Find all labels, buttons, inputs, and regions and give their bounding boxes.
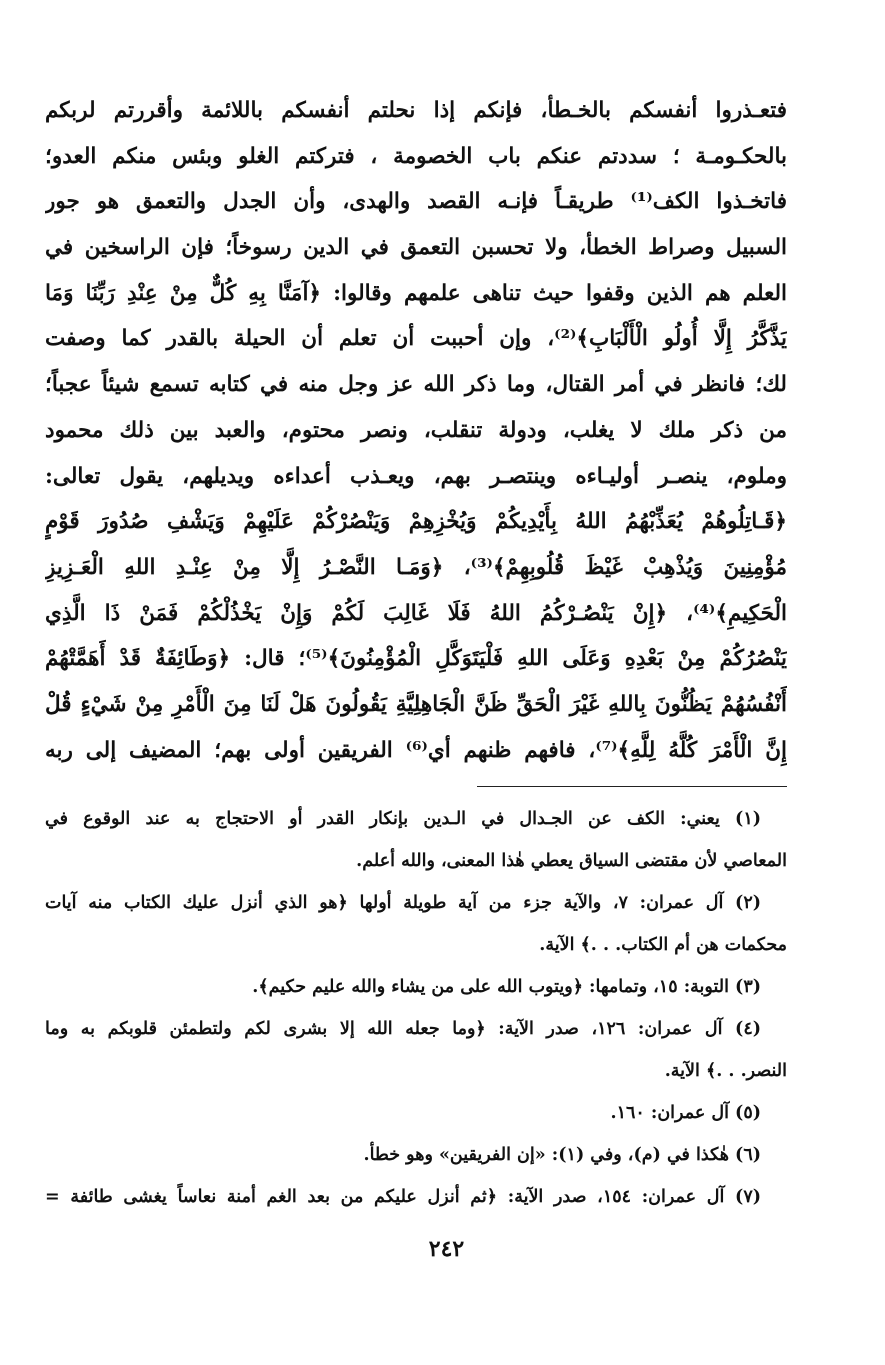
footnotes [45, 798, 787, 1218]
footnote-line: (٢) آل عمران: ٧، والآية جزء من آية طويلة أولها ﴿هو الذي أنزل عليك الكتاب منه آيات [45, 893, 761, 913]
text-line: ﴿قَـاتِلُوهُمْ يُعَذِّبْهُمُ اللهُ بِأَيْدِيكُمْ وَيُخْزِهِمْ وَيَنْصُرْكُمْ عَلَيْهِمْ وَيَشْفِ صُدُورَ قَوْمٍ [45, 509, 787, 535]
text-line: وملوم، ينصـر أوليـاءه وينتصـر بهم، ويعـذب أعداءه ويديلهم، يقول تعالى: [45, 463, 787, 489]
text-line: فاتخـذوا الكف⁽¹⁾ طريقـاً فإنـه القصد والهدى، وأن الجدل والتعمق هو جور [45, 189, 787, 215]
footnote-divider [477, 786, 787, 787]
footnote-line: (٦) هٰكذا في (م)، وفي (١): «إن الفريقين» وهو خطأ. [363, 1145, 761, 1165]
text-line: مُؤْمِنِينَ وَيُذْهِبْ غَيْظَ قُلُوبِهِمْ﴾⁽³⁾، ﴿وَمَـا النَّصْـرُ إِلَّا مِنْ عِنْـدِ اللهِ الْعَـزِيزِ [45, 554, 787, 580]
footnote-line: (٣) التوبة: ١٥، وتمامها: ﴿ويتوب الله على من يشاء والله عليم حكيم﴾. [252, 977, 761, 997]
text-line: العلم هم الذين وقفوا حيث تناهى علمهم وقالوا: ﴿آمَنَّا بِهِ كُلٌّ مِنْ عِنْدِ رَبِّنَا وَمَا [45, 280, 787, 306]
text-line: يَنْصُرُكُمْ مِنْ بَعْدِهِ وَعَلَى اللهِ فَلْيَتَوَكَّلِ الْمُؤْمِنُونَ﴾⁽⁵⁾؛ قال: ﴿وَطَائِفَةٌ قَدْ أَهَمَّتْهُمْ [45, 646, 787, 672]
text-line: يَذَّكَّرُ إِلَّا أُولُو الْأَلْبَابِ﴾⁽²⁾، وإن أحببت أن تعلم أن الحيلة بالقدر كما وصفت [45, 326, 787, 352]
footnote-line: النصر. . .﴾ الآية. [664, 1061, 787, 1081]
text-line: إِنَّ الْأَمْرَ كُلَّهُ لِلَّهِ﴾⁽⁷⁾، فافهم ظنهم أي⁽⁶⁾ الفريقين أولى بهم؛ المضيف إلى ربه [45, 737, 787, 763]
text-line: فتعـذروا أنفسكم بالخـطأ، فإنكم إذا نحلتم أنفسكم باللائمة وأقررتم لربكم [45, 98, 787, 123]
text-line: السبيل وصراط الخطأ، ولا تحسبن التعمق في الدين رسوخاً؛ فإن الراسخين في [45, 235, 787, 261]
text-line: من ذكر ملك لا يغلب، ودولة تنقلب، ونصر محتوم، والعبد بين ذلك محمود [45, 417, 787, 443]
text-line: أَنْفُسُهُمْ يَظُنُّونَ بِاللهِ غَيْرَ الْحَقِّ ظَنَّ الْجَاهِلِيَّةِ يَقُولُونَ هَلْ لَنَا مِنَ الْأَمْرِ مِنْ شَيْءٍ قُلْ [45, 691, 787, 717]
text-line: بالحكـومـة ؛ سددتم عنكم باب الخصومة ، فتركتم الغلو وبئس منكم العدو؛ [45, 143, 787, 169]
text-line: لك؛ فانظر في أمر القتال، وما ذكر الله عز وجل منه في كتابه تسمع شيئاً عجباً؛ [45, 372, 787, 398]
text-line: الْحَكِيمِ﴾⁽⁴⁾، ﴿إِنْ يَنْصُـرْكُمُ اللهُ فَلَا غَالِبَ لَكُمْ وَإِنْ يَخْذُلْكُمْ فَمَنْ ذَا الَّذِي [45, 600, 787, 626]
footnote-line: المعاصي لأن مقتضى السياق يعطي هٰذا المعنى، والله أعلم. [356, 851, 787, 871]
page-number: ٢٤٢ [428, 1236, 465, 1262]
footnote-line: (٧) آل عمران: ١٥٤، صدر الآية: ﴿ثم أنزل عليكم من بعد الغم أمنة نعاساً يغشى طائفة = [45, 1187, 761, 1207]
footnote-line: (٥) آل عمران: ١٦٠. [610, 1103, 761, 1123]
main-text [45, 88, 787, 773]
footnote-line: (١) يعني: الكف عن الجـدال في الـدين بإنكار القدر أو الاحتجاج به عند الوقوع في [45, 809, 761, 829]
footnote-line: (٤) آل عمران: ١٢٦، صدر الآية: ﴿وما جعله الله إلا بشرى لكم ولتطمئن قلوبكم به وما [45, 1019, 761, 1039]
footnote-line: محكمات هن أم الكتاب. . .﴾ الآية. [539, 935, 787, 955]
